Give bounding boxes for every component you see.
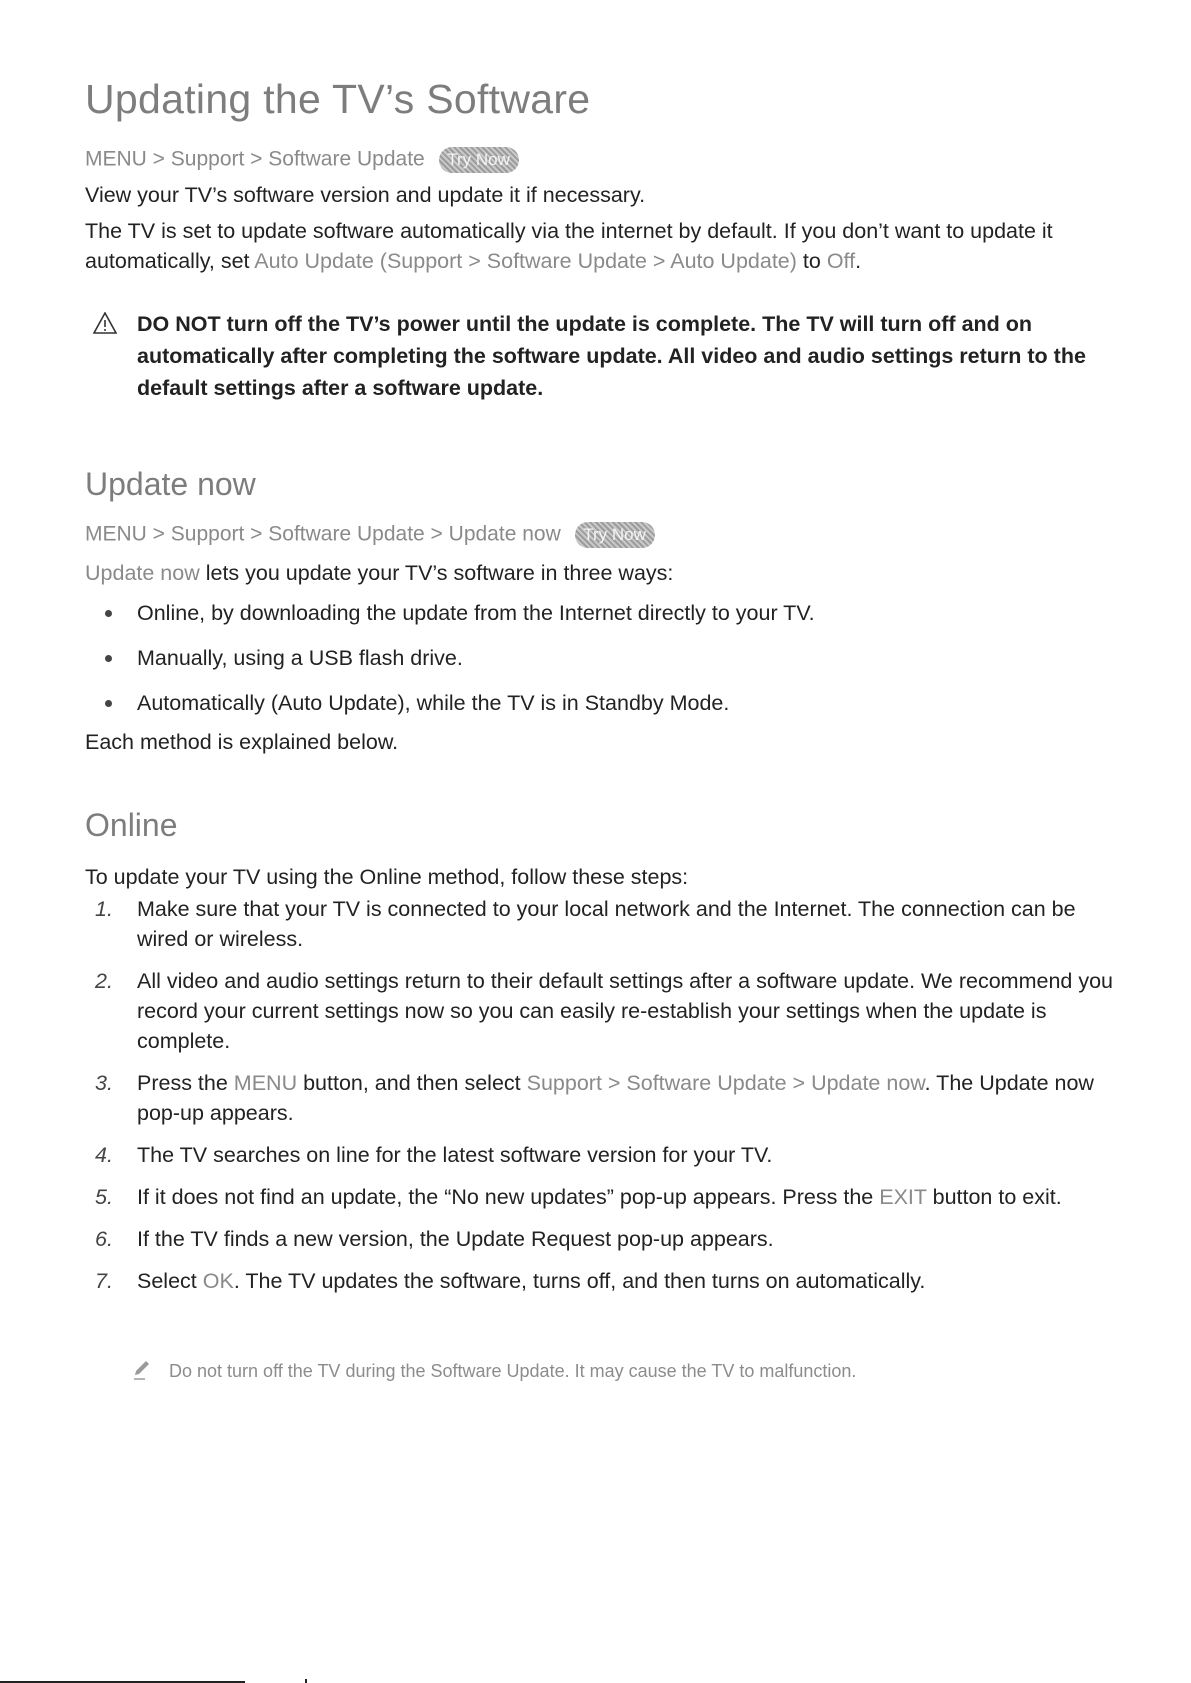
- path-software-update: Software Update: [268, 147, 425, 171]
- warning-triangle-icon: [93, 312, 117, 334]
- step-item: 7. Select OK. The TV updates the software, turns off, and then turns on automatically.: [95, 1269, 926, 1293]
- path-support: Support: [170, 147, 245, 171]
- off-term: Off: [826, 249, 856, 273]
- step-item: 6. If the TV finds a new version, the Update Request pop-up appears.: [95, 1227, 774, 1251]
- info-note: [133, 1360, 1121, 1382]
- try-now-button[interactable]: Try Now: [575, 522, 655, 548]
- update-now-path-term: Support > Software Update > Update now: [526, 1071, 925, 1095]
- warning-note: [93, 308, 1121, 404]
- ok-button-term: OK: [202, 1269, 234, 1293]
- step-item: 4. The TV searches on line for the latest software version for your TV.: [95, 1143, 773, 1167]
- footer-tick: [305, 1679, 307, 1683]
- auto-update-term: Auto Update (Support > Software Update > Auto Update): [254, 249, 797, 273]
- bullet-icon: [105, 655, 112, 662]
- pencil-note-icon: [133, 1360, 151, 1380]
- heading-online: Online: [85, 807, 178, 843]
- update-now-intro: Update now lets you update your TV’s software in three ways:: [85, 561, 674, 585]
- online-steps: [85, 894, 1121, 1308]
- try-now-button[interactable]: Try Now: [439, 147, 519, 173]
- list-item: Online, by downloading the update from the Internet directly to your TV.: [85, 598, 1121, 628]
- menu-path-update-now: MENU > Support > Software Update > Update now Try Now: [85, 522, 1121, 548]
- online-intro: To update your TV using the Online method, follow these steps:: [85, 865, 689, 889]
- bullet-icon: [105, 610, 112, 617]
- step-item: 3. Press the MENU button, and then select Support > Software Update > Update now. The Update now pop-up appears.: [95, 1071, 1094, 1125]
- step-item: 2. All video and audio settings return to their default settings after a software update. We recommend you record your current settings now so you can easily re-establish your settings when the update is complete.: [95, 969, 1114, 1053]
- intro-text: View your TV’s software version and update it if necessary.: [85, 183, 646, 207]
- exit-button-term: EXIT: [879, 1185, 927, 1209]
- page-title: Updating the TV’s Software: [85, 76, 591, 122]
- update-methods-list: [85, 598, 1121, 733]
- list-item: Manually, using a USB flash drive.: [85, 643, 1121, 673]
- info-note-text: Do not turn off the TV during the Software Update. It may cause the TV to malfunction.: [169, 1361, 857, 1381]
- menu-button-term: MENU: [233, 1071, 298, 1095]
- path-menu: MENU: [85, 147, 147, 171]
- bullet-icon: [105, 700, 112, 707]
- methods-outro: Each method is explained below.: [85, 730, 399, 754]
- heading-update-now: Update now: [85, 466, 256, 502]
- menu-path-software-update: MENU > Support > Software Update Try Now: [85, 147, 1121, 173]
- list-item: Automatically (Auto Update), while the TV is in Standby Mode.: [85, 688, 1121, 718]
- auto-update-paragraph: The TV is set to update software automatically via the internet by default. If you don’t want to update it automatically, set Auto Update (Support > Software Update > Auto Update) to Off.: [85, 219, 1053, 273]
- step-item: 5. If it does not find an update, the “No new updates” pop-up appears. Press the EXIT button to exit.: [95, 1185, 1062, 1209]
- update-now-term: Update now: [85, 561, 200, 585]
- warning-text: DO NOT turn off the TV’s power until the update is complete. The TV will turn off and on automatically after completing the software update. All video and audio settings return to the default settings after a software update.: [137, 312, 1086, 400]
- step-item: 1. Make sure that your TV is connected to your local network and the Internet. The connection can be wired or wireless.: [95, 897, 1076, 951]
